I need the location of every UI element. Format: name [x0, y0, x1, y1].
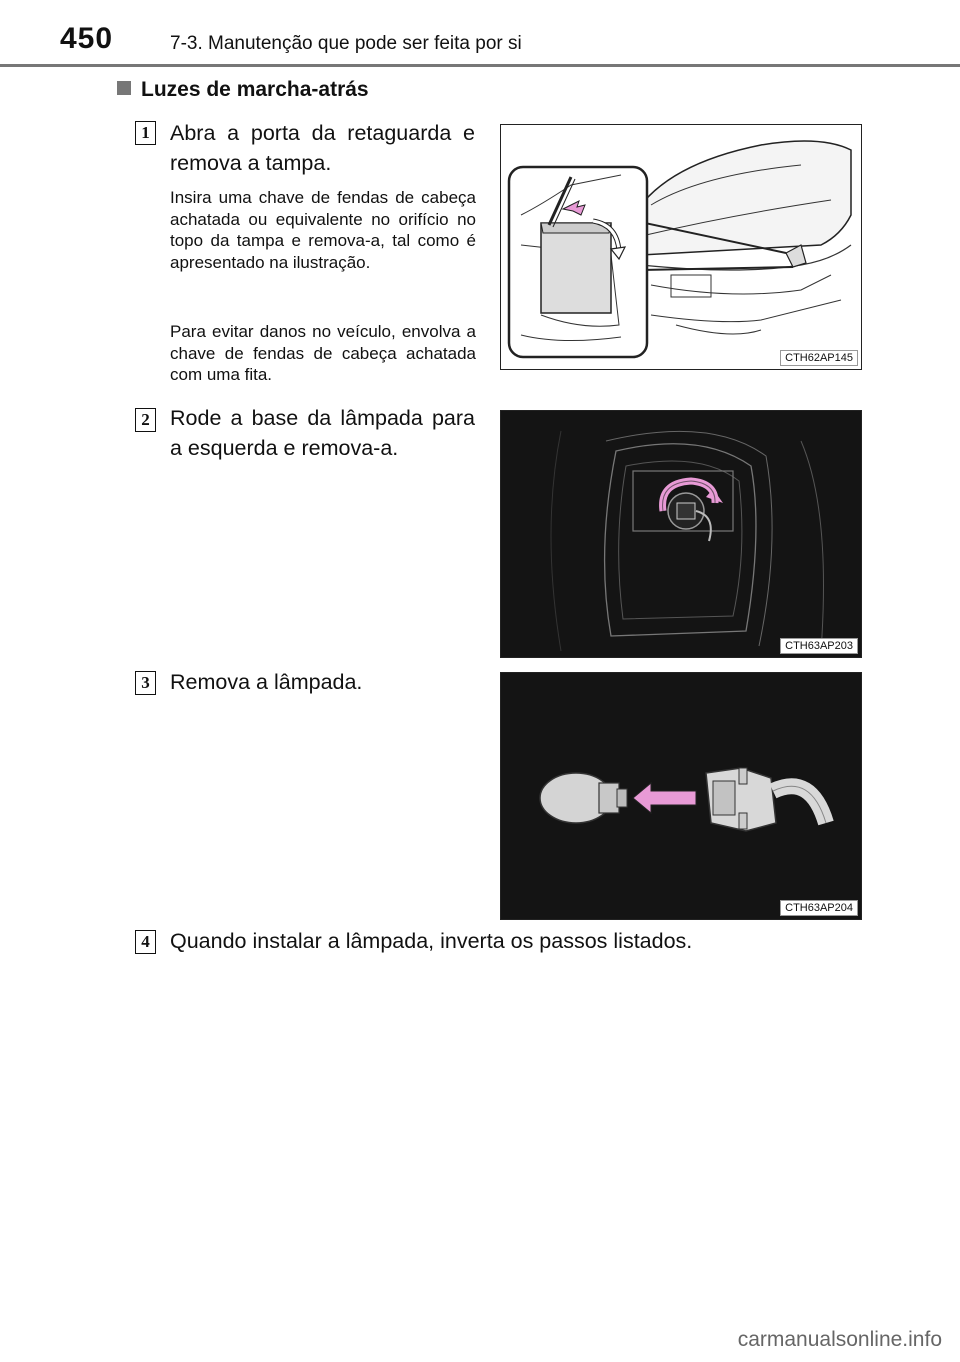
figure-2-code: CTH63AP203 [780, 638, 858, 654]
square-bullet-icon [117, 81, 131, 95]
header-divider [0, 64, 960, 67]
figure-3-code: CTH63AP204 [780, 900, 858, 916]
figure-1 [500, 124, 862, 370]
page-number: 450 [60, 22, 114, 55]
step-2-text: Rode a base da lâmpada para a esquerda e remova-a. [170, 406, 475, 460]
lamp-socket-illustration [501, 411, 862, 658]
step-1-text: Abra a porta da retaguarda e remova a tampa. [170, 121, 475, 175]
step-1-note-2: Para evitar danos no veículo, envolva a chave de fendas de cabeça achatada com uma fita. [170, 322, 476, 384]
step-3-text: Remova a lâmpada. [170, 670, 363, 694]
watermark[interactable]: carmanualsonline.info [737, 1328, 942, 1351]
figure-1-code: CTH62AP145 [780, 350, 858, 366]
step-number-1: 1 [135, 121, 156, 145]
step-number-4: 4 [135, 930, 156, 954]
figure-2 [500, 410, 862, 658]
figure-3 [500, 672, 862, 920]
tailgate-illustration [501, 125, 862, 370]
step-number-3: 3 [135, 671, 156, 695]
section-heading [117, 78, 369, 102]
step-4-text: Quando instalar a lâmpada, inverta os passos listados. [170, 929, 693, 953]
section-title: 7-3. Manutenção que pode ser feita por si [170, 33, 522, 54]
step-number-2: 2 [135, 408, 156, 432]
bulb-removal-illustration [501, 673, 862, 920]
step-1-note-1: Insira uma chave de fendas de cabeça achatada ou equivalente no orifício no topo da tampa e remova-a, tal como é apresentado na ilustração. [170, 188, 476, 272]
heading-text: Luzes de marcha-atrás [141, 78, 369, 101]
